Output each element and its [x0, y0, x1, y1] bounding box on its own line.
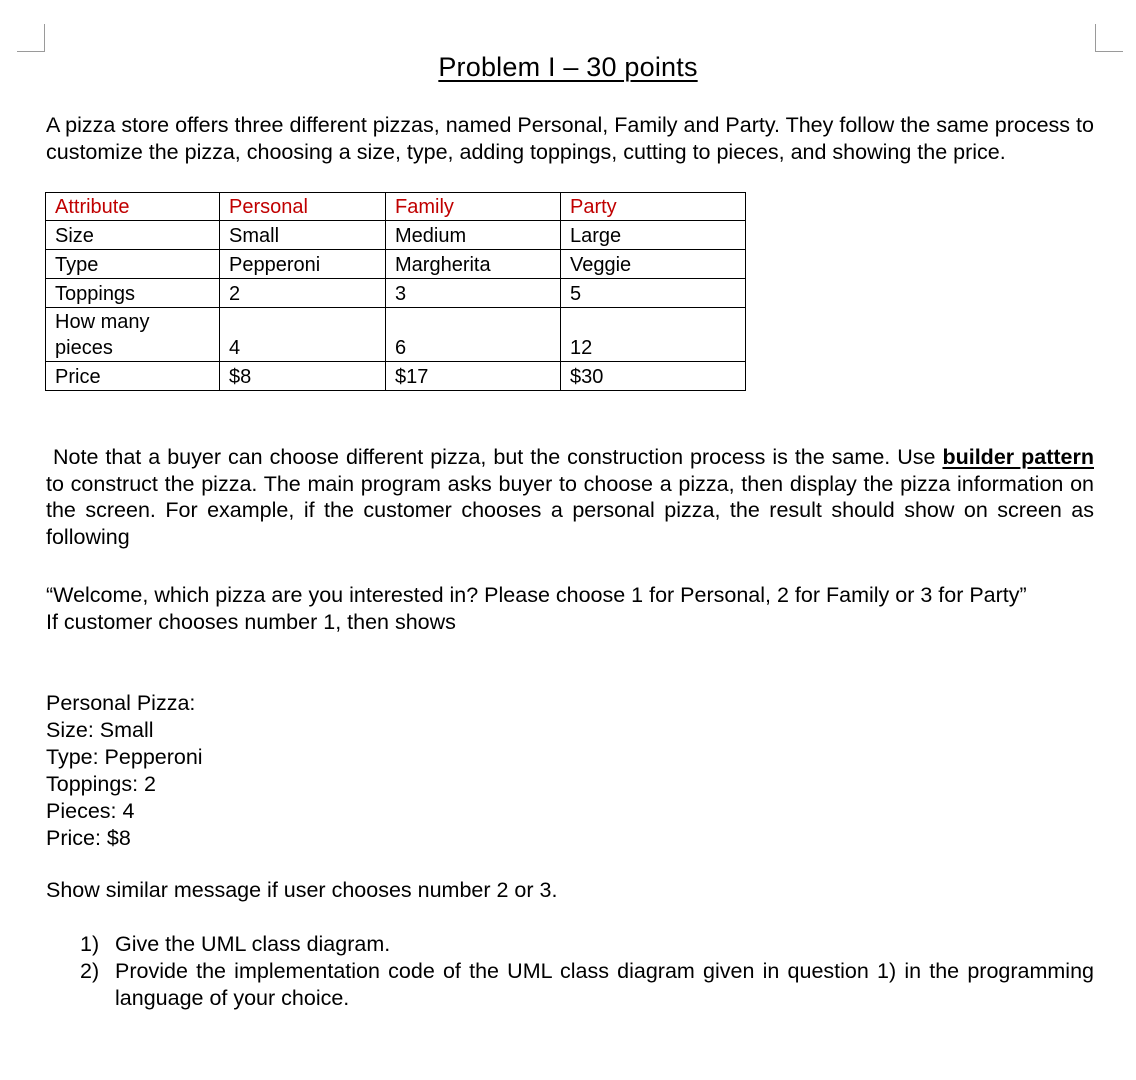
question-text: Provide the implementation code of the UML class diagram given in question 1) in the programming language of your choice. [115, 959, 1094, 1010]
list-item [80, 958, 1094, 1012]
note-text-after: to construct the pizza. The main program asks buyer to choose a pizza, then display the pizza information on the screen. For example, if the customer chooses a personal pizza, the result should show on screen as following [46, 471, 1094, 549]
choice-instruction: If customer chooses number 1, then shows [46, 609, 456, 634]
sample-output [46, 690, 203, 852]
table-row [46, 308, 746, 362]
table-cell: 3 [386, 279, 561, 308]
table-row [46, 362, 746, 391]
table-row [46, 250, 746, 279]
table-cell: $30 [561, 362, 746, 391]
question-text: Give the UML class diagram. [115, 932, 391, 956]
question-number: 1) [80, 932, 100, 956]
note-text-before: Note that a buyer can choose different pizza, but the construction process is the same. Use [53, 445, 943, 469]
crop-mark-top-left [17, 24, 45, 52]
table-header-cell: Attribute [46, 193, 220, 221]
table-row [46, 221, 746, 250]
output-line: Pieces: 4 [46, 799, 135, 823]
table-cell: Price [46, 362, 220, 391]
table-cell: 12 [561, 308, 746, 362]
output-line: Size: Small [46, 718, 154, 742]
page-title: Problem I – 30 points [438, 52, 698, 82]
table-cell: Type [46, 250, 220, 279]
table-cell: $17 [386, 362, 561, 391]
output-line: Price: $8 [46, 826, 131, 850]
table-cell: Large [561, 221, 746, 250]
list-item [80, 931, 1094, 958]
question-number: 2) [80, 959, 100, 983]
welcome-section [46, 582, 1094, 635]
table-cell: Small [220, 221, 386, 250]
output-line: Personal Pizza: [46, 691, 196, 715]
table-header-cell: Family [386, 193, 561, 221]
table-cell: Medium [386, 221, 561, 250]
question-list [80, 931, 1094, 1012]
crop-mark-top-right [1095, 24, 1123, 52]
table-cell: Margherita [386, 250, 561, 279]
output-line: Type: Pepperoni [46, 745, 203, 769]
table-cell: Pepperoni [220, 250, 386, 279]
table-header-row [46, 193, 746, 221]
table-cell: Veggie [561, 250, 746, 279]
table-cell: How many pieces [46, 308, 220, 362]
note-paragraph [46, 444, 1094, 550]
welcome-message: “Welcome, which pizza are you interested in? Please choose 1 for Personal, 2 for Family or 3 for Party” [46, 583, 1027, 607]
table-row [46, 279, 746, 308]
table-cell: 5 [561, 279, 746, 308]
pizza-attribute-table [45, 192, 746, 391]
table-cell: Size [46, 221, 220, 250]
output-line: Toppings: 2 [46, 772, 156, 796]
table-cell: 4 [220, 308, 386, 362]
table-cell: 2 [220, 279, 386, 308]
intro-paragraph: A pizza store offers three different pizzas, named Personal, Family and Party. They follow the same process to customize the pizza, choosing a size, type, adding toppings, cutting to pieces, and showing the price. [46, 113, 1094, 164]
table-header-cell: Party [561, 193, 746, 221]
similar-message-note: Show similar message if user chooses number 2 or 3. [46, 878, 558, 902]
table-cell: 6 [386, 308, 561, 362]
table-cell: Toppings [46, 279, 220, 308]
table-cell: $8 [220, 362, 386, 391]
table-header-cell: Personal [220, 193, 386, 221]
builder-pattern-emphasis: builder pattern [942, 445, 1094, 469]
